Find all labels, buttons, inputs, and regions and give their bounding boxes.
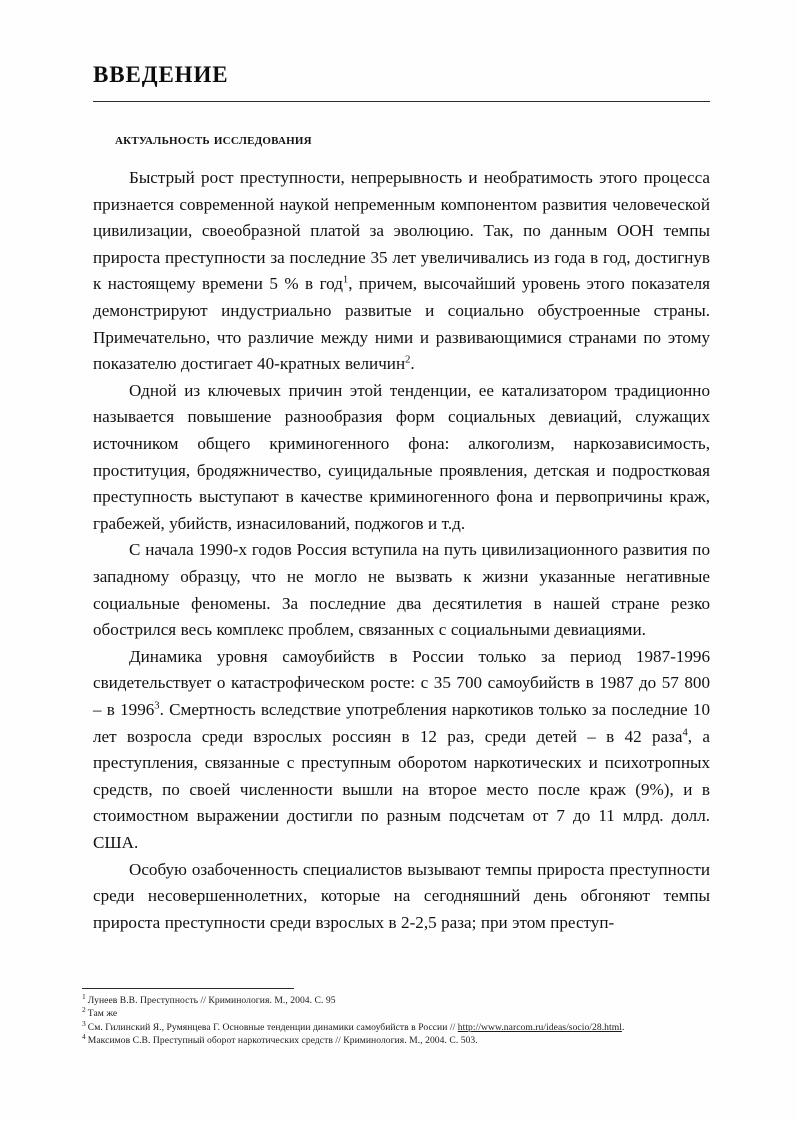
- page-content: [93, 62, 710, 936]
- footnote-3: [82, 1018, 718, 1034]
- paragraph-5: Особую озабоченность специалистов вызывают темпы прироста преступности среди несовершеннолетних, которые на сегодняшний день обгоняют темпы прироста преступности среди взрослых в 2-2,5 раза; при этом преступ-: [93, 859, 710, 932]
- paragraph-1-part-c: .: [410, 354, 415, 374]
- footnote-divider: [82, 988, 294, 989]
- footnote-marker-1: 1: [342, 274, 349, 286]
- paragraph-4-part-c: , а преступления, связанные с преступным оборотом наркотических и психотропных средств, по своей численности вышли на второе место после краж (9%), и в стоимостном выражении достигли по разным подсчетам от 7 до 11 млрд. долл. США.: [93, 726, 710, 852]
- footnote-2-text: Там же: [87, 1008, 118, 1020]
- page-title: ВВЕДЕНИЕ: [93, 62, 229, 87]
- paragraph-1-part-a: Быстрый рост преступности, непрерывность и необратимость этого процесса признается современной наукой непременным компонентом развития человеческой цивилизации, своеобразной платой за эволюцию. Так, по данным ООН темпы прироста преступности за последние 35 лет увеличивались из года в год, достигнув к настоящему времени 5 % в год: [93, 168, 710, 294]
- paragraph-1-part-b: , причем, высочайший уровень этого показателя демонстрируют индустриально развитые и социально обустроенные страны. Примечательно, что различие между ними и развивающимися странами по этому показателю достигает 40-кратных величин: [93, 274, 710, 374]
- footnote-1-text: Лунеев В.В. Преступность // Криминология. М., 2004. С. 95: [87, 995, 336, 1006]
- paragraph-3: С начала 1990-х годов Россия вступила на путь цивилизационного развития по западному образцу, что не могло не вызвать к жизни указанные негативные социальные феномены. За последние два десятилетия в нашей стране резко обострился весь комплекс проблем, связанных с социальными девиациями.: [93, 540, 710, 640]
- footnote-marker-2: 2: [405, 354, 411, 366]
- footnote-1: [82, 991, 718, 1007]
- paragraph-4-part-b: . Смертность вследствие употребления наркотиков только за последние 10 лет возросла среди взрослых россиян в 12 раз, среди детей – в 42 раза: [93, 699, 710, 746]
- footnote-3-url[interactable]: http://www.narcom.ru/ideas/socio/28.html: [457, 1021, 622, 1033]
- footnote-2-marker: 2: [82, 1005, 86, 1015]
- footnote-3-text-before: См. Гилинский Я., Румянцева Г. Основные тенденции динамики самоубийств в России //: [87, 1021, 458, 1033]
- paragraph-4-part-a: Динамика уровня самоубийств в России только за период 1987-1996 свидетельствует о катастрофическом росте: с 35 700 самоубийств в 1987 до 57 800 – в 1996: [93, 646, 710, 719]
- section-subheading: актуальность исследования: [115, 131, 312, 149]
- footnotes-section: [82, 988, 718, 1048]
- footnote-4-text: Максимов С.В. Преступный оборот наркотических средств // Криминология. М., 2004. С. 503.: [87, 1035, 478, 1047]
- body-text: [93, 165, 710, 936]
- footnote-marker-3: 3: [154, 700, 160, 712]
- footnote-3-text-after: .: [621, 1021, 625, 1033]
- paragraph-1: [93, 165, 710, 378]
- title-divider: [93, 101, 710, 102]
- footnote-marker-4: 4: [682, 726, 688, 738]
- footnote-1-marker: 1: [82, 991, 86, 1001]
- footnote-4: [82, 1034, 718, 1047]
- footnote-4-marker: 4: [82, 1032, 86, 1042]
- footnote-3-marker: 3: [82, 1018, 86, 1028]
- paragraph-2: Одной из ключевых причин этой тенденции, ее катализатором традиционно называется повышение разнообразия форм социальных девиаций, служащих источником общего криминогенного фона: алкоголизм, наркозависимость, проституция, бродяжничество, суицидальные проявления, детская и подростковая преступность выступают в качестве криминогенного фона и первопричины краж, грабежей, убийств, изнасилований, поджогов и т.д.: [93, 380, 710, 533]
- footnote-2: [82, 1007, 718, 1020]
- paragraph-4: [93, 644, 710, 857]
